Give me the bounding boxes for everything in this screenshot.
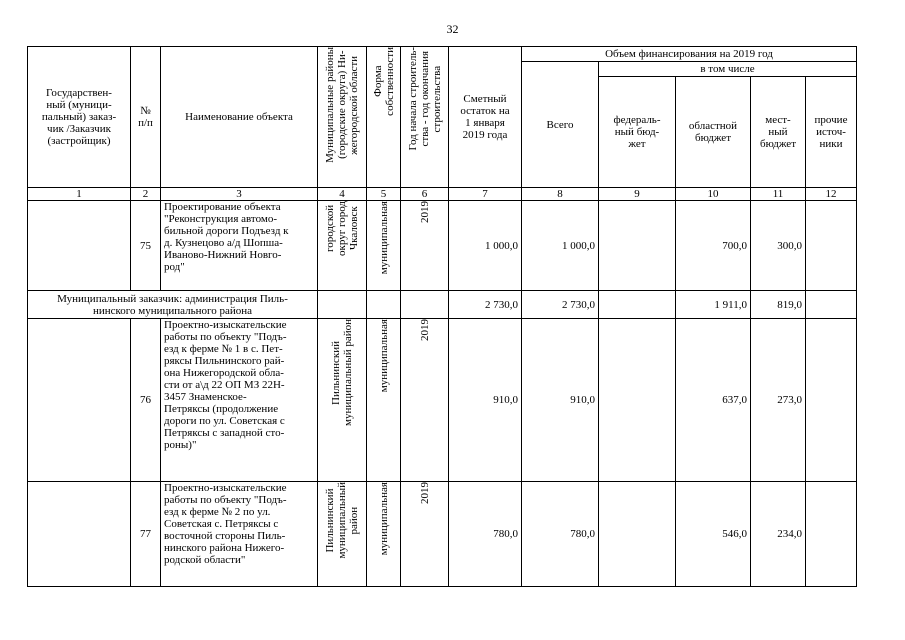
header-customer: Государствен- ный (муници- пальный) заказ- чик /Заказчик (застройщик) <box>28 47 131 188</box>
page-number: 32 <box>446 22 459 36</box>
regional-value: 700,0 <box>676 201 751 291</box>
header-total: Всего <box>522 62 599 188</box>
district: городской округ город Чкаловск <box>324 201 360 256</box>
ownership: муниципальная <box>377 201 390 275</box>
year: 2019 <box>418 482 431 504</box>
table-row <box>28 201 857 291</box>
header-number: № п/п <box>131 47 161 188</box>
total-value: 2 730,0 <box>522 291 599 319</box>
regional-value: 1 911,0 <box>676 291 751 319</box>
row-number: 75 <box>131 201 161 291</box>
table-row <box>28 482 857 587</box>
total-value: 780,0 <box>522 482 599 587</box>
column-number: 4 <box>318 188 367 201</box>
customer-row <box>28 291 857 319</box>
total-value: 910,0 <box>522 319 599 482</box>
column-number: 7 <box>449 188 522 201</box>
federal-value <box>599 201 676 291</box>
row-number: 76 <box>131 319 161 482</box>
remainder-value: 1 000,0 <box>449 201 522 291</box>
ownership: муниципальная <box>377 319 390 393</box>
federal-value <box>599 291 676 319</box>
header-object-name: Наименование объекта <box>161 47 318 188</box>
row-number: 77 <box>131 482 161 587</box>
regional-value: 546,0 <box>676 482 751 587</box>
header-financing-group: Объем финансирования на 2019 год <box>522 47 857 62</box>
year: 2019 <box>418 201 431 223</box>
header-ownership: Форма собственности <box>371 47 396 116</box>
ownership: муниципальная <box>377 482 390 556</box>
remainder-value: 780,0 <box>449 482 522 587</box>
header-local: мест- ный бюджет <box>751 77 806 188</box>
local-value: 273,0 <box>751 319 806 482</box>
column-number: 2 <box>131 188 161 201</box>
remainder-value: 910,0 <box>449 319 522 482</box>
total-value: 1 000,0 <box>522 201 599 291</box>
federal-value <box>599 482 676 587</box>
remainder-value: 2 730,0 <box>449 291 522 319</box>
object-name: Проектно-изыскательские работы по объекту "Подъ- езд к ферме № 1 в с. Пет- ряксы Пильнинского рай- она Нижегородской обла- сти от а\д 22 ОП МЗ 22Н- 3457 Знаменское- Петряксы (продолжение дороги по ул. Советская с Петряксы с западной сто- роны)" <box>161 319 318 482</box>
column-number: 8 <box>522 188 599 201</box>
column-number: 6 <box>401 188 449 201</box>
federal-value <box>599 319 676 482</box>
header-regional: областной бюджет <box>676 77 751 188</box>
district: Пильнинский муниципальный район <box>324 482 360 559</box>
local-value: 234,0 <box>751 482 806 587</box>
customer-name: Муниципальный заказчик: администрация Пиль- нинского муниципального района <box>28 291 318 319</box>
local-value: 300,0 <box>751 201 806 291</box>
column-number: 3 <box>161 188 318 201</box>
header-construction-years: Год начала строитель- ства - год окончания строительства <box>406 47 443 151</box>
other-value <box>806 482 857 587</box>
column-number: 10 <box>676 188 751 201</box>
header-other: прочие источ- ники <box>806 77 857 188</box>
header-estimated-remainder: Сметный остаток на 1 января 2019 года <box>449 47 522 188</box>
object-name: Проектирование объекта "Реконструкция автомо- бильной дороги Подъезд к д. Кузнецово а/д Шопша- Иваново-Нижний Новго- род" <box>161 201 318 291</box>
column-number: 5 <box>367 188 401 201</box>
header-district: Муниципальные районы (городские округа) Ни- жегородской области <box>324 47 360 163</box>
district: Пильнинский муниципальный район <box>330 319 354 426</box>
column-number: 1 <box>28 188 131 201</box>
column-number: 9 <box>599 188 676 201</box>
other-value <box>806 319 857 482</box>
other-value <box>806 291 857 319</box>
object-name: Проектно-изыскательские работы по объекту "Подъ- езд к ферме № 2 по ул. Советская с. Петряксы с восточной стороны Пиль- нинского района Нижего- родской области" <box>161 482 318 587</box>
financing-table <box>27 46 857 587</box>
local-value: 819,0 <box>751 291 806 319</box>
header-including-group: в том числе <box>599 62 857 77</box>
header-federal: федераль- ный бюд- жет <box>599 77 676 188</box>
year: 2019 <box>418 319 431 341</box>
regional-value: 637,0 <box>676 319 751 482</box>
table-row <box>28 319 857 482</box>
other-value <box>806 201 857 291</box>
column-number: 11 <box>751 188 806 201</box>
column-number: 12 <box>806 188 857 201</box>
